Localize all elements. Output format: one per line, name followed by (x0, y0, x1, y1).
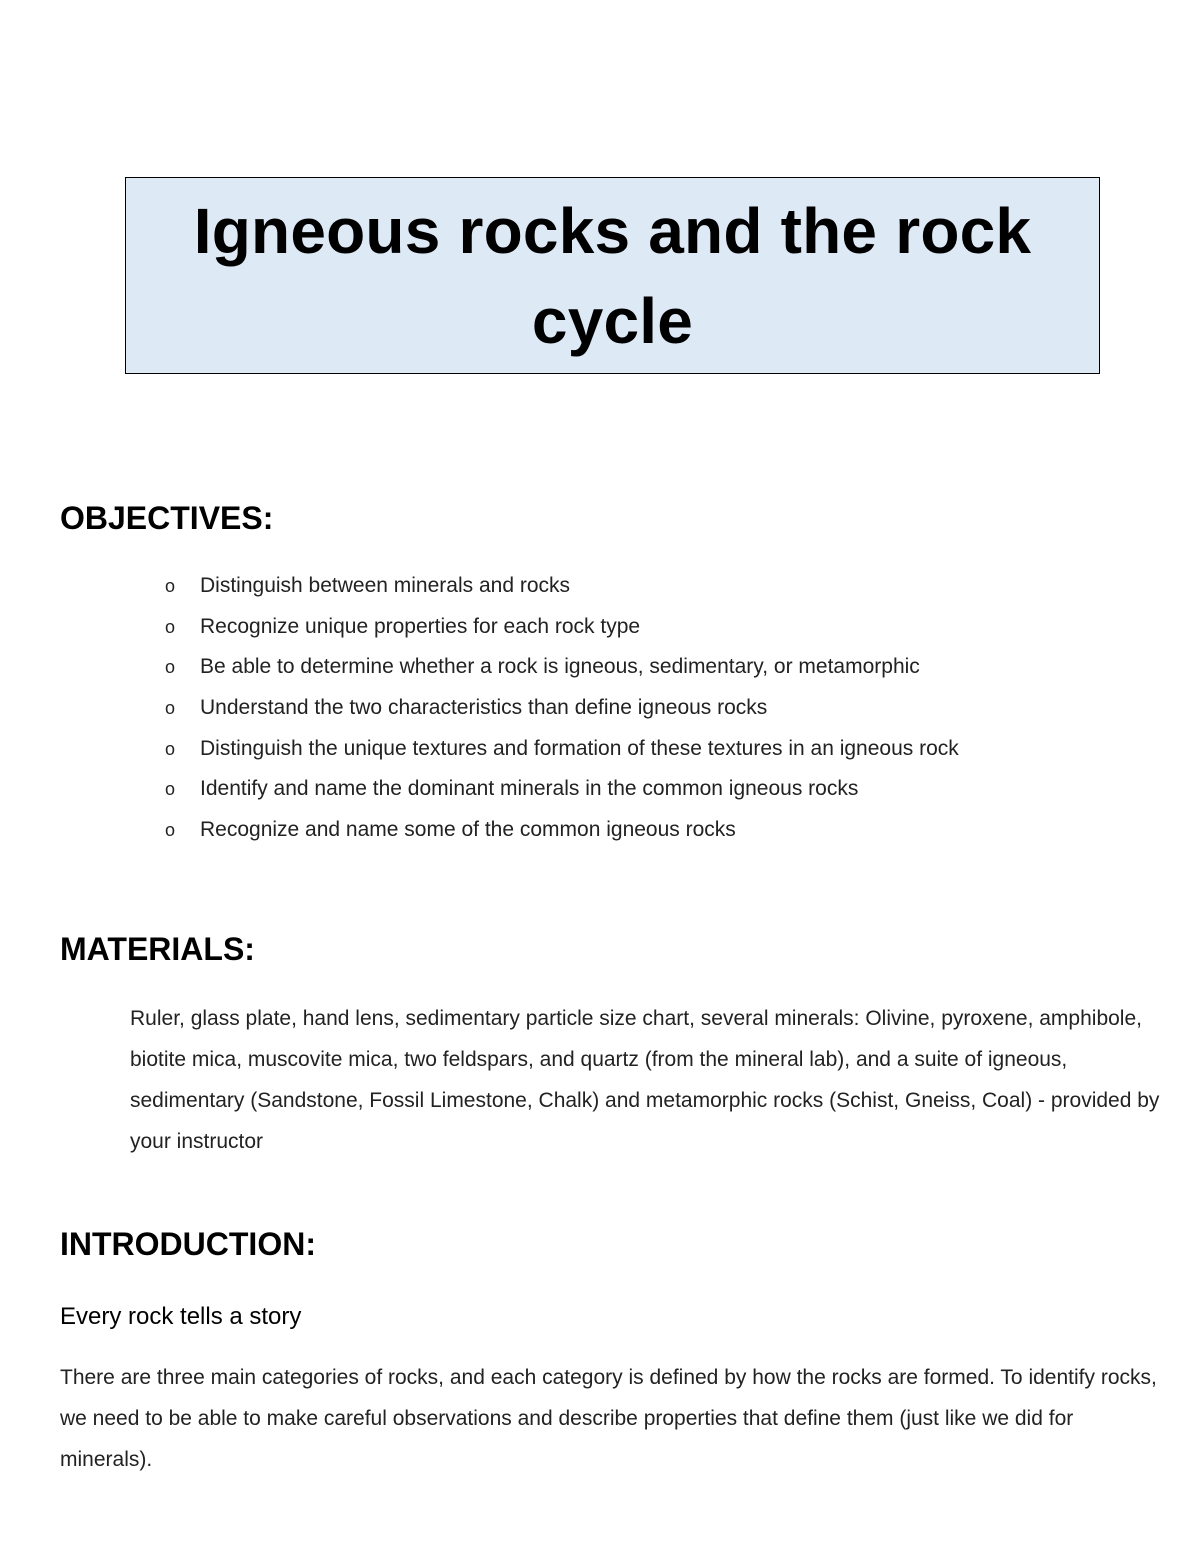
bullet-icon: o (165, 698, 176, 719)
bullet-icon: o (165, 576, 176, 596)
list-item-text: Recognize unique properties for each rock type (200, 614, 641, 638)
list-item-text: Distinguish between minerals and rocks (200, 574, 571, 597)
objectives-heading: OBJECTIVES: (60, 500, 274, 536)
list-item-text: Understand the two characteristics than define igneous rocks (200, 696, 768, 720)
introduction-paragraph: There are three main categories of rocks, and each category is defined by how the rocks are formed. To identify rocks, we need to be able to make careful observations and describe properties that define them (just like we did for minerals). (60, 1366, 1157, 1471)
introduction-heading: INTRODUCTION: (60, 1226, 316, 1262)
list-item-text: Be able to determine whether a rock is igneous, sedimentary, or metamorphic (200, 655, 920, 679)
materials-paragraph: Ruler, glass plate, hand lens, sedimentary particle size chart, several minerals: Olivine, pyroxene, amphibole, biotite mica, muscovite mica, two feldspars, and quartz (from the mineral lab), and a suite of igneous, sedimentary (Sandstone, Fossil Limestone, Chalk) and metamorphic rocks (Schist, Gneiss, Coal) - provided by your instructor (130, 1007, 1160, 1153)
introduction-subheading: Every rock tells a story (60, 1303, 302, 1330)
list-item (160, 769, 959, 810)
list-item (160, 647, 959, 688)
page-title: Igneous rocks and the rock cycle (193, 194, 1032, 357)
materials-heading: MATERIALS: (60, 931, 255, 967)
objectives-list (160, 566, 959, 851)
list-item (160, 810, 959, 851)
list-item (160, 566, 959, 607)
list-item-text: Identify and name the dominant minerals in the common igneous rocks (200, 777, 859, 801)
bullet-icon: o (165, 779, 176, 800)
bullet-icon: o (165, 657, 176, 678)
bullet-icon: o (165, 616, 176, 637)
list-item-text: Recognize and name some of the common igneous rocks (200, 818, 736, 842)
list-item-text: Distinguish the unique textures and formation of these textures in an igneous rock (200, 736, 959, 760)
bullet-icon: o (165, 738, 176, 759)
list-item (160, 729, 959, 770)
list-item (160, 688, 959, 729)
list-item (160, 607, 959, 648)
bullet-icon: o (165, 820, 176, 841)
title-box (125, 177, 1100, 374)
